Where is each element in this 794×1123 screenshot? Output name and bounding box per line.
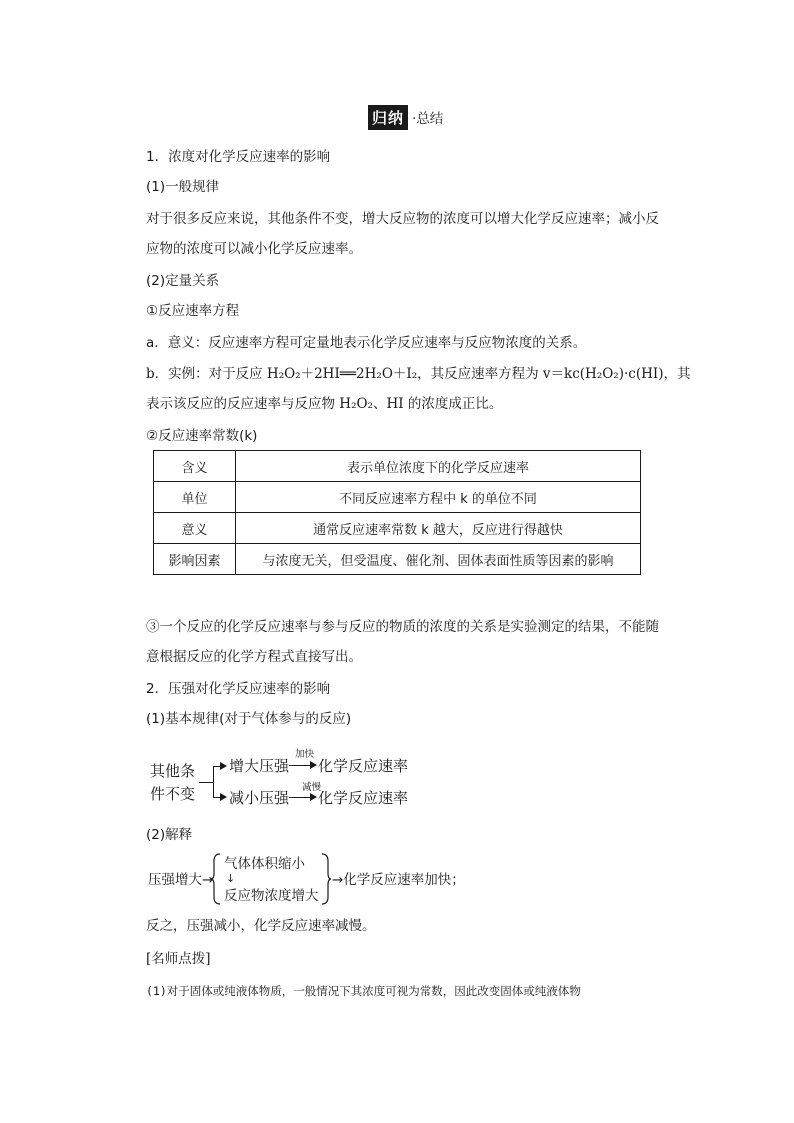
table-body-cell: 表示单位浓度下的化学反应速率 <box>236 451 641 482</box>
table-head-cell: 意义 <box>154 513 236 544</box>
decrease-result: 化学反应速率 <box>318 789 409 807</box>
diagram2-start: 压强增大→ <box>148 872 214 888</box>
left-brace-icon <box>210 853 222 905</box>
s2-p1-label: (1)基本规律(对于气体参与的反应) <box>146 711 352 727</box>
s1-p1-label: (1)一般规律 <box>146 179 220 195</box>
table-head-cell: 单位 <box>154 482 236 513</box>
slow-down-label: 减慢 <box>302 782 322 793</box>
s1-p2-sub2: ②反应速率常数(k) <box>146 428 258 444</box>
speed-up-label: 加快 <box>295 749 315 760</box>
decrease-pressure: 减小压强 <box>229 789 290 807</box>
table-row <box>154 544 641 575</box>
s1-p3-line1: ③一个反应的化学反应速率与参与反应的物质的浓度的关系是实验测定的结果，不能随 <box>146 619 659 635</box>
s1-p2-sub1: ①反应速率方程 <box>146 303 240 319</box>
concentration-increases: 反应物浓度增大 <box>224 888 319 904</box>
s1-p1-line1: 对于很多反应来说，其他条件不变，增大反应物的浓度可以增大化学反应速率；减小反 <box>146 211 659 227</box>
table-row <box>154 513 641 544</box>
arrow-icon <box>310 761 317 769</box>
diagram-left-line2: 件不变 <box>150 785 196 803</box>
section1-title: 1．浓度对化学反应速率的影响 <box>146 149 331 165</box>
reaction-arrow-line <box>289 765 311 766</box>
section2-title: 2．压强对化学反应速率的影响 <box>146 681 331 697</box>
table-row <box>154 451 641 482</box>
table-head-cell: 影响因素 <box>154 544 236 575</box>
diagram-bracket <box>213 766 214 797</box>
heading-text: ·总结 <box>412 111 444 127</box>
arrow-icon <box>310 793 317 801</box>
s1-p3-line2: 意根据反应的化学方程式直接写出。 <box>146 649 362 665</box>
s1-p2-b-line1: b．实例：对于反应 H₂O₂＋2HI══2H₂O＋I₂，其反应速率方程为 v＝kc(H₂O₂)·c(HI)，其 <box>146 366 691 382</box>
down-arrow-icon: ↓ <box>226 872 236 885</box>
rate-constant-table <box>153 450 641 575</box>
gas-volume-shrinks: 气体体积缩小 <box>224 856 305 872</box>
s2-conclusion: 反之，压强减小，化学反应速率减慢。 <box>146 918 376 934</box>
table-body-cell: 与浓度无关，但受温度、催化剂、固体表面性质等因素的影响 <box>236 544 641 575</box>
arrow-icon <box>220 793 227 801</box>
heading-badge: 归纳 <box>368 105 408 130</box>
s1-p2-a: a．意义：反应速率方程可定量地表示化学反应速率与反应物浓度的关系。 <box>146 335 587 351</box>
right-brace-icon <box>320 853 332 905</box>
note-label: [名师点拨] <box>146 951 211 967</box>
s1-p2-b-line2: 表示该反应的反应速率与反应物 H₂O₂、HI 的浓度成正比。 <box>146 396 503 412</box>
increase-result: 化学反应速率 <box>318 757 409 775</box>
arrow-icon <box>220 762 227 770</box>
diagram2-result: →化学反应速率加快； <box>332 872 465 888</box>
note-line1: (1)对于固体或纯液体物质，一般情况下其浓度可视为常数，因此改变固体或纯液体物 <box>146 984 581 998</box>
table-body-cell: 通常反应速率常数 k 越大，反应进行得越快 <box>236 513 641 544</box>
s2-p2-label: (2)解释 <box>146 827 193 843</box>
table-row <box>154 482 641 513</box>
reaction-arrow-line <box>289 797 311 798</box>
diagram-left-line1: 其他条 <box>150 762 196 780</box>
diagram-connector <box>199 782 213 783</box>
section-heading <box>368 104 443 130</box>
table-head-cell: 含义 <box>154 451 236 482</box>
increase-pressure: 增大压强 <box>229 757 290 775</box>
s1-p2-label: (2)定量关系 <box>146 273 220 289</box>
s1-p1-line2: 应物的浓度可以减小化学反应速率。 <box>146 241 362 257</box>
table-body-cell: 不同反应速率方程中 k 的单位不同 <box>236 482 641 513</box>
